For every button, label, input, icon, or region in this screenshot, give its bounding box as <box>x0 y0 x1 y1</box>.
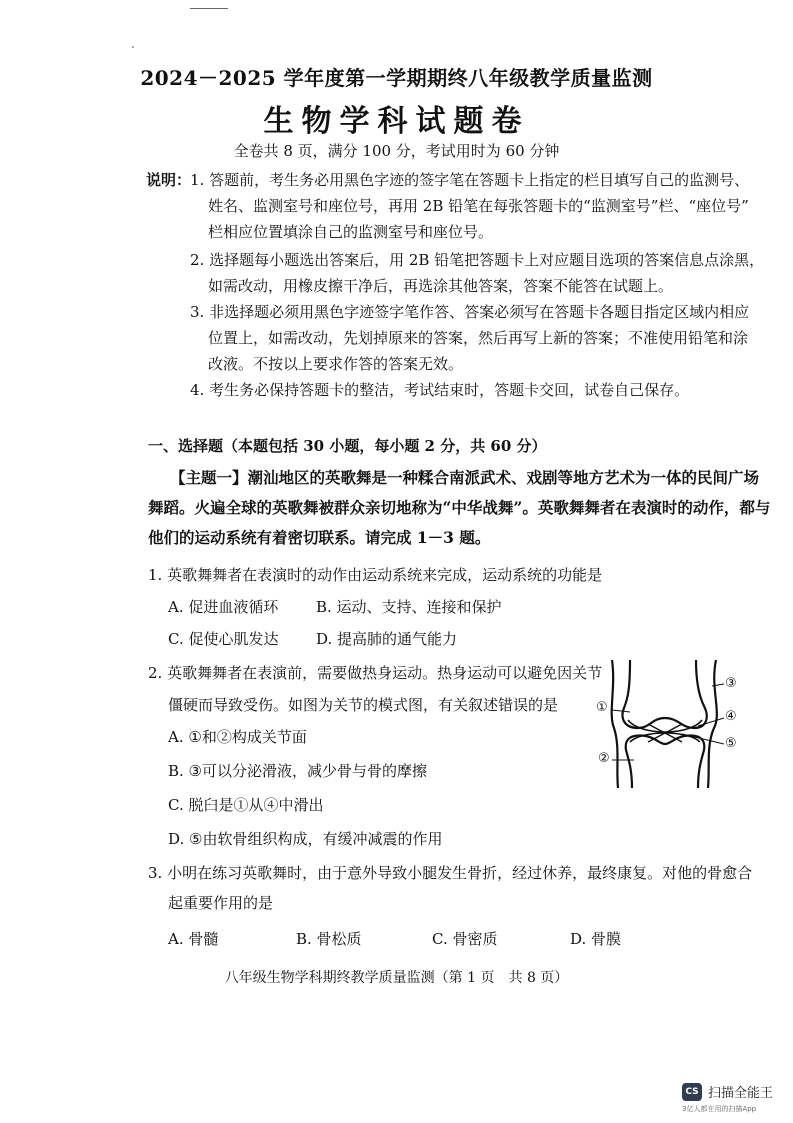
lower-bone-outline <box>626 736 705 788</box>
theme-intro-line2: 舞蹈。火遍全球的英歌舞被群众亲切地称为“中华战舞”。英歌舞舞者在表演时的动作，都与 <box>148 498 771 517</box>
theme-intro-line1: 【主题一】潮汕地区的英歌舞是一种糅合南派武术、戏剧等地方艺术为一体的民间广场 <box>170 468 760 487</box>
exam-title-subject: 生物学科试题卷 <box>263 104 530 139</box>
instruction-3-line1: 3. 非选择题必须用黑色字迹签字笔作答、答案必须写在答题卡各题目指定区域内相应 <box>190 303 750 321</box>
theme-intro-line3: 他们的运动系统有着密切联系。请完成 1－3 题。 <box>148 528 491 547</box>
page-footer: 八年级生物学科期终教学质量监测（第 1 页 共 8 页） <box>224 970 569 986</box>
instruction-2-line1: 2. 选择题每小题选出答案后，用 2B 铅笔把答题卡上对应题目选项的答案信息点涂黑， <box>190 251 765 269</box>
option-d: D. 骨膜 <box>570 930 622 948</box>
option-a: A. 骨髓 <box>168 930 219 948</box>
option-c: C. 脱臼是①从④中滑出 <box>168 796 324 814</box>
question-stem-line1: 3. 小明在练习英歌舞时，由于意外导致小腿发生骨折，经过休养，最终康复。对他的骨愈合 <box>148 864 753 882</box>
question-stem-line2: 僵硬而导致受伤。如图为关节的模式图，有关叙述错误的是 <box>168 696 559 714</box>
question-stem: 1. 英歌舞舞者在表演时的动作由运动系统来完成，运动系统的功能是 <box>148 566 603 584</box>
scan-dot <box>132 46 134 48</box>
figure-label-4: ④ <box>725 709 737 724</box>
joint-capsule-right <box>708 660 717 788</box>
question-stem-line2: 起重要作用的是 <box>168 894 274 912</box>
instruction-4-line1: 4. 考生务必保持答题卡的整洁，考试结束时，答题卡交回，试卷自己保存。 <box>190 381 690 399</box>
figure-label-1: ① <box>596 700 608 715</box>
instruction-3-line2: 位置上，如需改动，先划掉原来的答案，然后再写上新的答案；不准使用铅笔和涂 <box>208 329 749 347</box>
option-a: A. ①和②构成关节面 <box>168 728 307 746</box>
upper-bone-outline <box>623 660 707 728</box>
option-c: C. 骨密质 <box>432 930 498 948</box>
figure-label-2: ② <box>598 751 610 766</box>
instructions-label: 说明： <box>146 171 192 189</box>
cartilage-line-lower <box>630 733 700 742</box>
exam-title-line1: 2024－2025 学年度第一学期期终八年级教学质量监测 <box>140 66 653 90</box>
scan-mark-line <box>190 8 228 9</box>
scanner-watermark <box>682 1082 773 1101</box>
section-title: 一、选择题（本题包括 30 小题，每小题 2 分，共 60 分） <box>148 437 547 455</box>
option-b: B. 运动、支持、连接和保护 <box>316 598 502 616</box>
instruction-2-line2: 如需改动，用橡皮擦干净后，再选涂其他答案，答案不能答在试题上。 <box>208 277 674 295</box>
leader-1 <box>612 710 630 712</box>
joint-diagram <box>590 658 740 790</box>
option-b: B. ③可以分泌滑液，减少骨与骨的摩擦 <box>168 762 428 780</box>
camscanner-logo-icon: CS <box>682 1083 702 1101</box>
figure-label-5: ⑤ <box>725 736 737 751</box>
option-c: C. 促使心肌发达 <box>168 630 279 648</box>
cartilage-line-upper <box>628 720 702 732</box>
option-d: D. ⑤由软骨组织构成，有缓冲减震的作用 <box>168 830 443 848</box>
option-b: B. 骨松质 <box>296 930 362 948</box>
question-stem-line1: 2. 英歌舞舞者在表演前，需要做热身运动。热身运动可以避免因关节 <box>148 664 603 682</box>
instruction-1-line1: 1. 答题前，考生务必用黑色字迹的签字笔在答题卡上指定的栏目填写自己的监测号、 <box>190 171 750 189</box>
joint-capsule-left <box>612 660 618 788</box>
option-d: D. 提高肺的通气能力 <box>316 630 458 648</box>
watermark-app-name: 扫描全能王 <box>708 1086 774 1101</box>
option-a: A. 促进血液循环 <box>168 598 279 616</box>
leader-4 <box>698 718 724 726</box>
instruction-1-line3: 栏相应位置填涂自己的监测室号和座位号。 <box>208 223 494 241</box>
watermark-tagline: 3亿人都在用的扫描App <box>682 1105 757 1113</box>
exam-info: 全卷共 8 页，满分 100 分，考试用时为 60 分钟 <box>233 142 560 160</box>
figure-label-3: ③ <box>725 676 737 691</box>
instruction-1-line2: 姓名、监测室号和座位号，再用 2B 铅笔在每张答题卡的“监测室号”栏、“座位号” <box>208 197 749 215</box>
instruction-3-line3: 改液。不按以上要求作答的答案无效。 <box>208 355 464 373</box>
